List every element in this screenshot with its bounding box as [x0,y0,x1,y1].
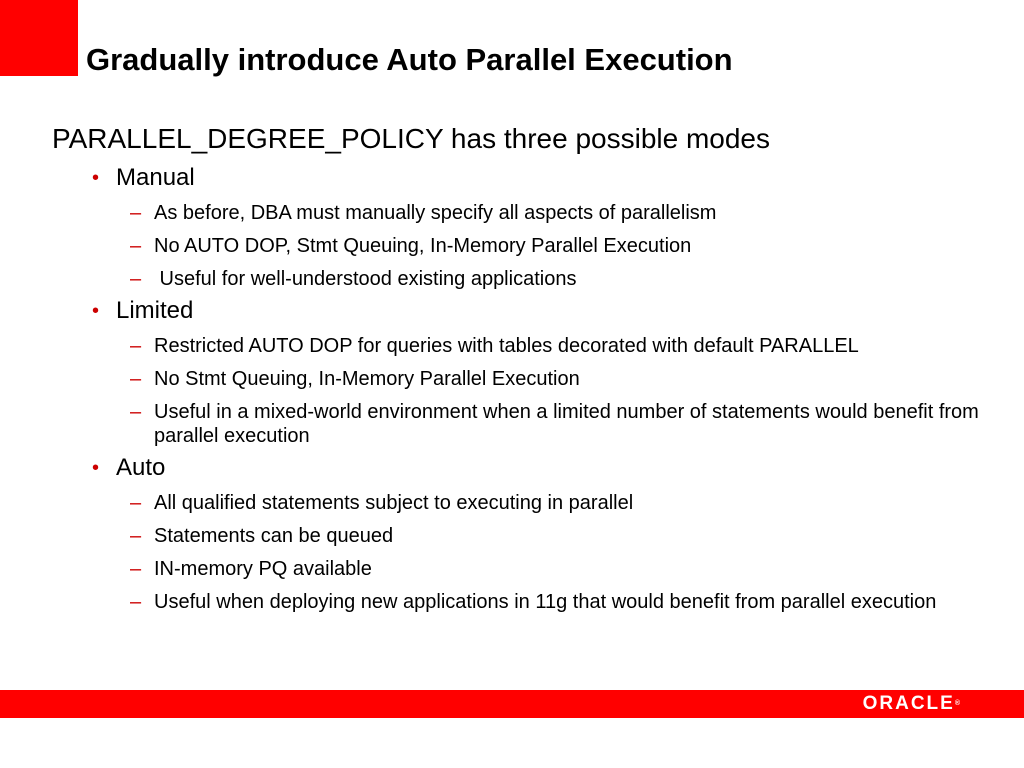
sub-item-text: Useful for well-understood existing applications [154,268,577,290]
footer-bar [0,690,1024,718]
bullet-icon: • [92,300,100,322]
logo-text: ORACLE [862,693,955,714]
dash-icon: – [130,202,142,224]
sub-item-text: Useful in a mixed-world environment when a limited number of statements would benefit from parallel execution [154,401,979,447]
corner-accent-block [0,0,78,76]
bullet-icon: • [92,457,100,479]
dash-icon: – [130,401,142,423]
sub-item [52,367,1002,391]
slide-content [52,120,1002,614]
bullet-icon: • [92,167,100,189]
sub-item [52,524,1002,548]
dash-icon: – [130,268,142,290]
oracle-logo [863,694,960,714]
bullet-label: Auto [116,454,166,481]
sub-item-text: Statements can be queued [154,525,394,547]
sub-item [52,400,1002,448]
dash-icon: – [130,558,142,580]
registered-mark-icon: ® [954,700,960,707]
sub-item [52,590,1002,614]
section-manual [52,164,1002,291]
dash-icon: – [130,368,142,390]
bullet-item [52,164,1002,192]
sub-item-text: No AUTO DOP, Stmt Queuing, In-Memory Parallel Execution [154,235,692,257]
sub-item [52,267,1002,291]
bullet-label: Limited [116,297,194,324]
dash-icon: – [130,492,142,514]
slide-title: Gradually introduce Auto Parallel Execution [86,42,733,77]
sub-item [52,234,1002,258]
main-heading: PARALLEL_DEGREE_POLICY has three possible modes [52,123,771,154]
sub-item-text: No Stmt Queuing, In-Memory Parallel Execution [154,368,580,390]
sub-item-text: IN-memory PQ available [154,558,372,580]
sub-item [52,334,1002,358]
dash-icon: – [130,335,142,357]
sub-item [52,557,1002,581]
section-auto [52,454,1002,614]
dash-icon: – [130,235,142,257]
section-limited [52,297,1002,448]
bullet-item [52,454,1002,482]
sub-item [52,201,1002,225]
sub-item-text: As before, DBA must manually specify all aspects of parallelism [154,202,717,224]
dash-icon: – [130,591,142,613]
bullet-item [52,297,1002,325]
sub-item-text: Useful when deploying new applications in 11g that would benefit from parallel execution [154,591,937,613]
dash-icon: – [130,525,142,547]
sub-item-text: Restricted AUTO DOP for queries with tables decorated with default PARALLEL [154,335,859,357]
bullet-label: Manual [116,164,195,191]
sub-item [52,491,1002,515]
sub-item-text: All qualified statements subject to executing in parallel [154,492,634,514]
